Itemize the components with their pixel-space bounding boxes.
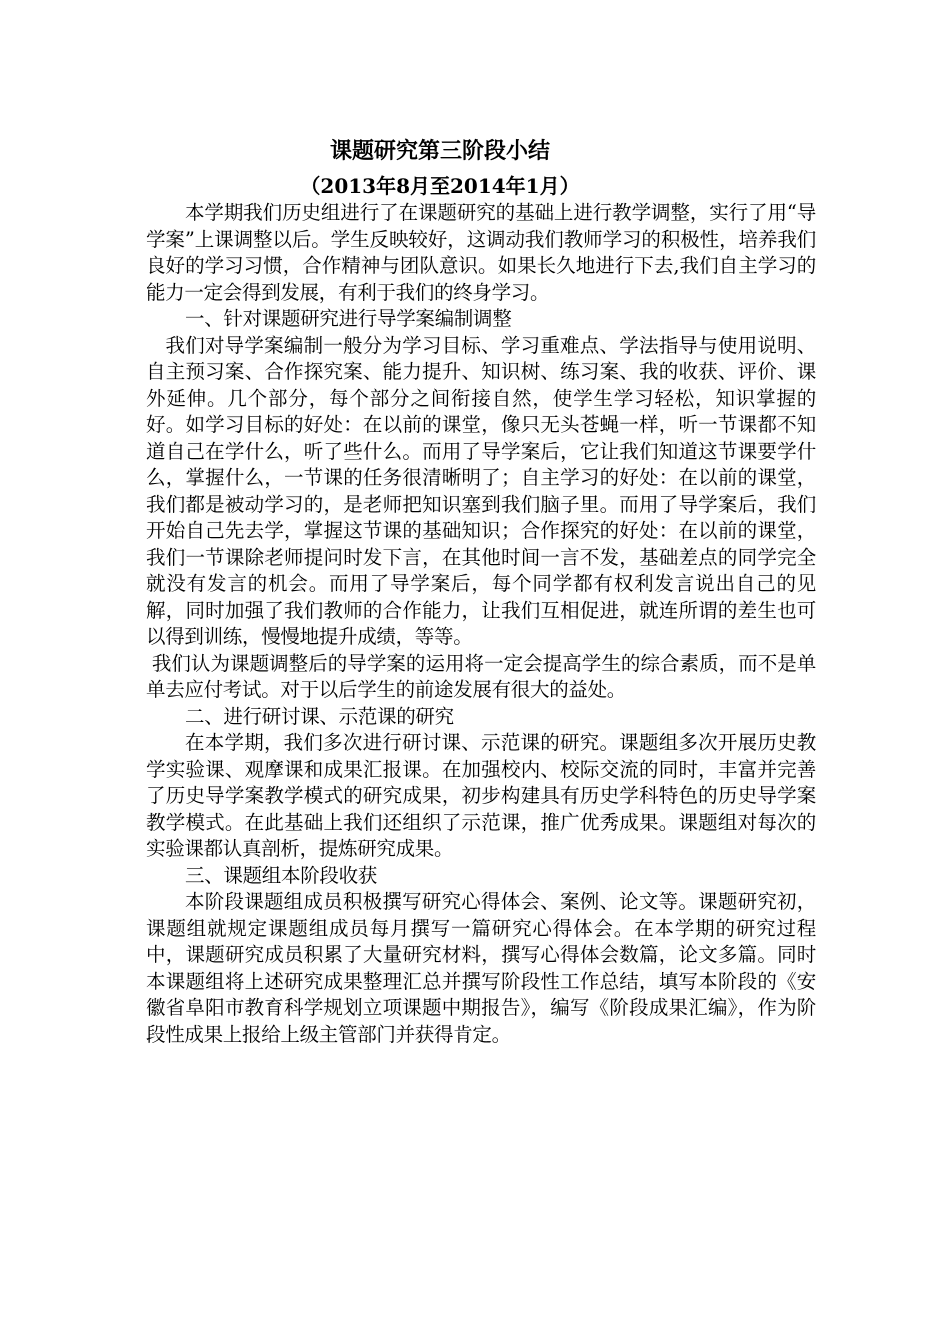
document-subtitle: （2013年8月至2014年1月） [300,174,580,198]
document-title: 课题研究第三阶段小结 [329,138,550,164]
paragraph-section-1: 我们对导学案编制一般分为学习目标、学习重难点、学法指导与使用说明、自主预习案、合作探究案、能力提升、知识树、练习案、我的收获、评价、课外延伸。几个部分，每个部分之间衔接自然，使学生学习轻松，知识掌握的好。如学习目标的好处：在以前的课堂，像只无头苍蝇一样，听一节课都不知道自己在学什么，听了些什么。而用了导学案后，它让我们知道这节课要学什么，掌握什么，一节课的任务很清晰明了；自主学习的好处：在以前的课堂，我们都是被动学习的，是老师把知识塞到我们脑子里。而用了导学案后，我们开始自己先去学，掌握这节课的基础知识；合作探究的好处：在以前的课堂，我们一节课除老师提问时发下言，在其他时间一言不发，基础差点的同学完全就没有发言的机会。而用了导学案后，每个同学都有权利发言说出自己的见解，同时加强了我们教师的合作能力，让我们互相促进，就连所谓的差生也可以得到训练，慢慢地提升成绩，等等。 [146,333,816,648]
section-heading-1: 一、针对课题研究进行导学案编制调整 [185,307,512,330]
section-heading-2: 二、进行研讨课、示范课的研究 [185,704,454,728]
document-body [146,200,816,1048]
section-heading-3: 三、课题组本阶段收获 [185,863,378,887]
paragraph-section-1-conclusion: 我们认为课题调整后的导学案的运用将一定会提高学生的综合素质，而不是单单去应付考试。对于以后学生的前途发展有很大的益处。 [146,651,816,701]
paragraph-section-3: 本阶段课题组成员积极撰写研究心得体会、案例、论文等。课题研究初，课题组就规定课题组成员每月撰写一篇研究心得体会。在本学期的研究过程中，课题研究成员积累了大量研究材料，撰写心得体会数篇，论文多篇。同时本课题组将上述研究成果整理汇总并撰写阶段性工作总结，填写本阶段的《安徽省阜阳市教育科学规划立项课题中期报告》，编写《阶段成果汇编》，作为阶段性成果上报给上级主管部门并获得肯定。 [146,890,816,1046]
paragraph-intro: 本学期我们历史组进行了在课题研究的基础上进行教学调整，实行了用“导学案”上课调整以后。学生反映较好，这调动我们教师学习的积极性，培养我们良好的学习习惯，合作精神与团队意识。如果长久地进行下去,我们自主学习的能力一定会得到发展，有利于我们的终身学习。 [146,201,816,304]
paragraph-section-2: 在本学期，我们多次进行研讨课、示范课的研究。课题组多次开展历史教学实验课、观摩课和成果汇报课。在加强校内、校际交流的同时，丰富并完善了历史导学案教学模式的研究成果，初步构建具有历史学科特色的历史导学案教学模式。在此基础上我们还组织了示范课，推广优秀成果。课题组对每次的实验课都认真剖析，提炼研究成果。 [146,731,816,860]
